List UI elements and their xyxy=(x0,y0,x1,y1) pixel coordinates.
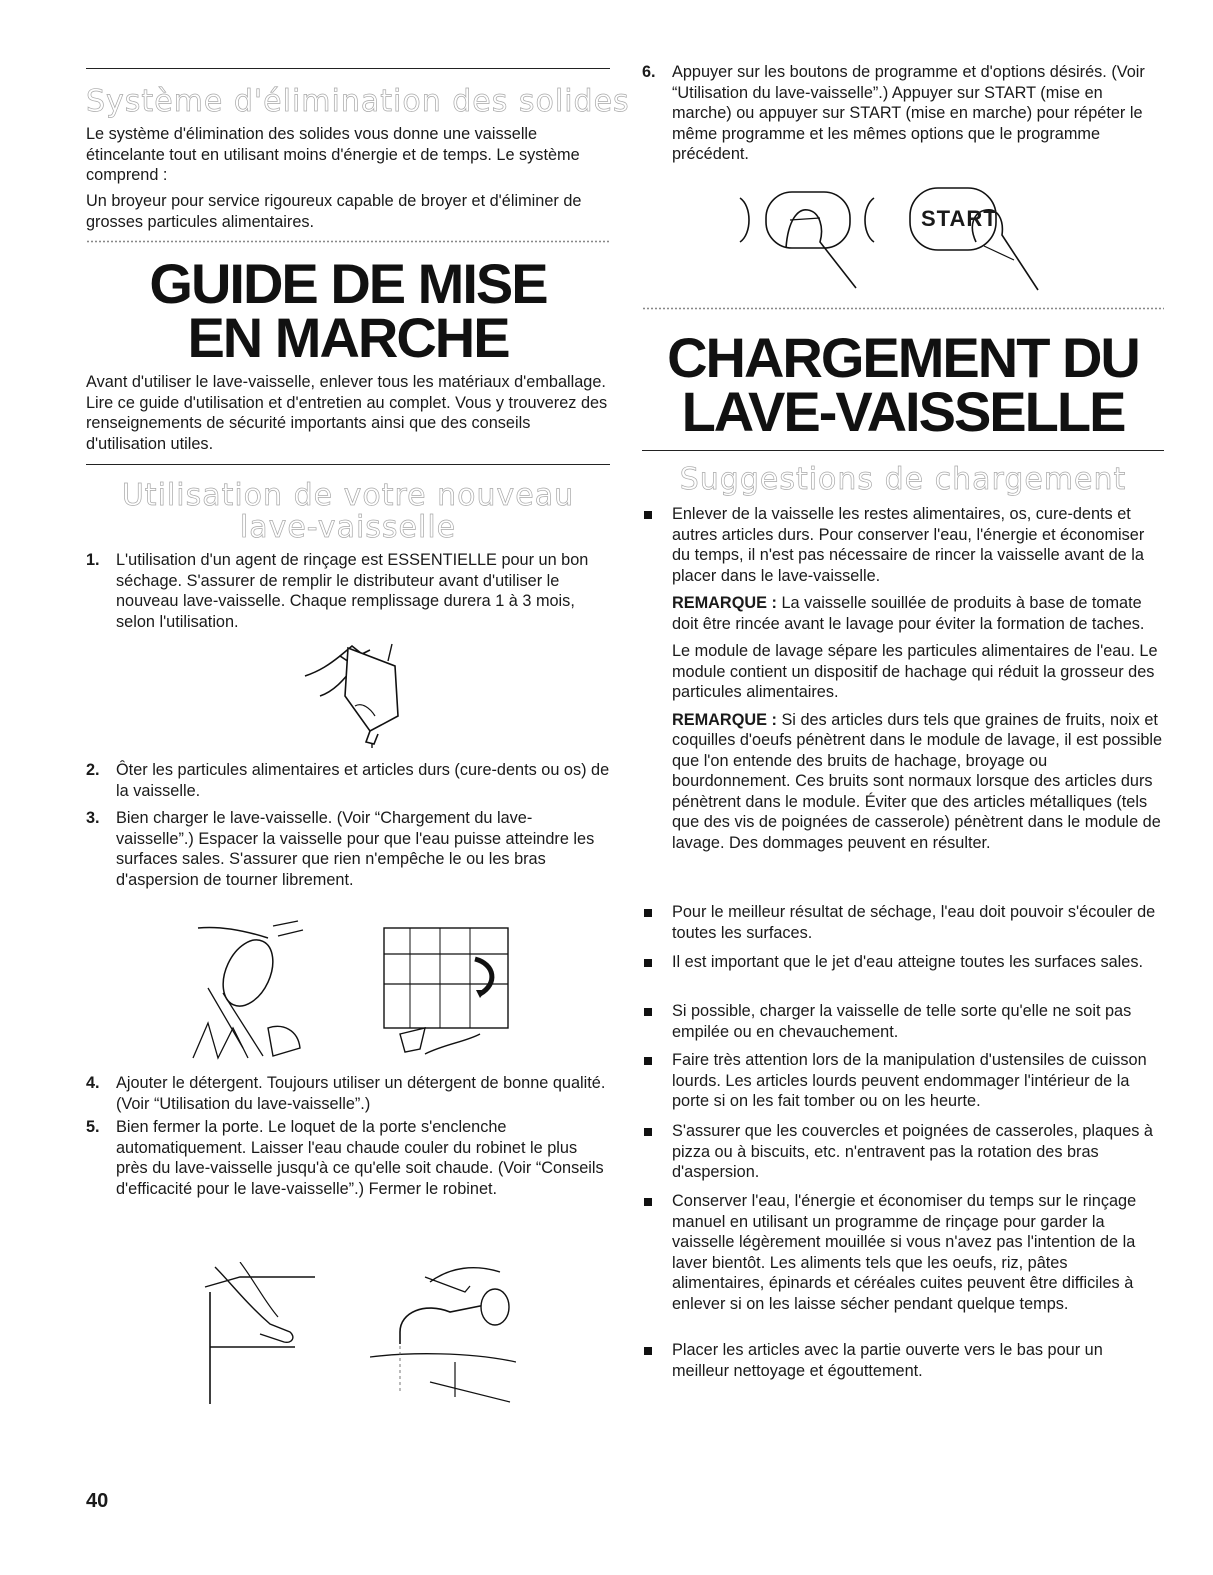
bullet-text: Il est important que le jet d'eau atteigne toutes les surfaces sales. xyxy=(672,953,1144,971)
bullet-marker xyxy=(642,1340,672,1381)
guide-intro: Avant d'utiliser le lave-vaisselle, enlever tous les matériaux d'emballage. Lire ce guide d'utilisation et d'entretien au complet. Vous y trouverez des renseignements de sécurité importants ainsi que des conseils d'utilisation utiles. xyxy=(86,373,608,453)
step-text: Appuyer sur les boutons de programme et d'options désirés. (Voir “Utilisation du lave-vaisselle”.) Appuyer sur START (mise en marche) ou appuyer sur START (mise en marche) pour répéter le même programme et les mêmes options que le programme précédent. xyxy=(672,63,1145,163)
rinse-aid-illustration xyxy=(300,636,420,748)
scrape-dishes-illustration xyxy=(188,918,306,1060)
loading-title-line-1: CHARGEMENT DU xyxy=(667,326,1139,389)
remark-label: REMARQUE : xyxy=(672,594,777,612)
section-heading-solids: Système d'élimination des solides xyxy=(86,84,630,119)
step-number: 5. xyxy=(86,1118,100,1136)
dotted-separator-right xyxy=(642,307,1164,310)
bullet-text: Si possible, charger la vaisselle de telle sorte qu'elle ne soit pas empilée ou en chevauchement. xyxy=(672,1002,1132,1041)
bullet-text: Le module de lavage sépare les particules alimentaires de l'eau. Le module contient un dispositif de hachage qui réduit la grosseur des particules alimentaires. xyxy=(672,642,1158,701)
step-2 xyxy=(86,760,610,801)
section-heading-loading-suggestions: Suggestions de chargement xyxy=(679,462,1127,497)
bullet-marker xyxy=(642,952,672,973)
bullet-marker xyxy=(642,504,672,853)
step-text: Ôter les particules alimentaires et articles durs (cure-dents ou os) de la vaisselle. xyxy=(116,761,610,800)
top-rule-left xyxy=(86,68,610,69)
step-number: 3. xyxy=(86,809,100,827)
bullet-item xyxy=(642,1121,1164,1183)
bullet-marker xyxy=(642,1191,672,1314)
bullet-marker xyxy=(642,902,672,943)
bullet-item xyxy=(642,504,1164,853)
step-number: 2. xyxy=(86,761,100,779)
guide-title-line-2: EN MARCHE xyxy=(187,306,509,369)
bullet-text: S'assurer que les couvercles et poignées de casseroles, plaques à pizza ou à biscuits, etc. n'entravent pas la rotation des bras d'aspersion. xyxy=(672,1122,1153,1181)
step-text: L'utilisation d'un agent de rinçage est ESSENTIELLE pour un bon séchage. S'assurer de remplir le distributeur avant d'utiliser le nouveau lave-vaisselle. Chaque remplissage durera 1 à 3 mois, selon l'utilisation. xyxy=(116,551,589,631)
step-number: 6. xyxy=(642,63,656,81)
bullet-marker xyxy=(642,1121,672,1183)
rack-loading-illustration xyxy=(380,924,512,1060)
solids-paragraph-2: Un broyeur pour service rigoureux capable de broyer et d'éliminer de grosses particules alimentaires. xyxy=(86,192,582,231)
close-door-illustration xyxy=(200,1262,320,1404)
bullet-text: Enlever de la vaisselle les restes alimentaires, os, cure-dents et autres articles durs. Pour conserver l'eau, l'énergie et économiser du temps, il n'est pas nécessaire de rincer la vaisselle avant de la placer dans le lave-vaisselle. xyxy=(672,505,1145,585)
bullet-marker xyxy=(642,1001,672,1042)
step-5 xyxy=(86,1117,610,1199)
remark-paragraph xyxy=(672,593,1164,634)
bullet-text: Faire très attention lors de la manipulation d'ustensiles de cuisson lourds. Les articles lourds peuvent endommager l'intérieur de la porte si on les fait tomber ou on les heurte. xyxy=(672,1051,1147,1110)
faucet-illustration xyxy=(370,1262,516,1404)
program-button-illustration xyxy=(728,180,888,292)
start-button-illustration xyxy=(906,180,1040,292)
bullet-text: Conserver l'eau, l'énergie et économiser du temps sur le rinçage manuel en utilisant un programme de rinçage pour garder la vaisselle légèrement mouillée si vous n'avez pas l'intention de la laver bientôt. Les aliments tels que les oeufs, riz, pâtes alimentaires, épinards et céréales cuites peuvent être difficiles à enlever si on les laisse sécher pendant quelque temps. xyxy=(672,1192,1137,1313)
step-1 xyxy=(86,550,610,632)
remark-text: Si des articles durs tels que graines de fruits, noix et coquilles d'oeufs pénètrent dans le module de lavage, il est possible que l'on entende des bruits de hachage, broyage ou bourdonnement. Ces bruits sont normaux lorsque des articles durs pénètrent dans le module. Éviter que des articles métalliques (tels que des vis de poignées de casserole) pénètrent dans le module de lavage. Des dommages peuvent en résulter. xyxy=(672,710,1163,852)
step-number: 1. xyxy=(86,551,100,569)
page-number: 40 xyxy=(86,1490,109,1512)
bullet-item xyxy=(642,1001,1164,1042)
step-number: 4. xyxy=(86,1074,100,1092)
remark-text: La vaisselle souillée de produits à base de tomate doit être rincée avant le lavage pour éviter la formation de taches. xyxy=(672,594,1145,633)
section-rule-left xyxy=(86,464,610,465)
step-text: Bien charger le lave-vaisselle. (Voir “Chargement du lave-vaisselle”.) Espacer la vaisselle pour que l'eau puisse atteindre les surfaces sales. S'assurer que rien n'empêche le ou les bras d'aspersion de tourner librement. xyxy=(116,809,595,889)
step-4 xyxy=(86,1073,610,1114)
section-rule-right xyxy=(642,450,1164,451)
bullet-item xyxy=(642,952,1164,973)
section-heading-usage-line-2: lave-vaisselle xyxy=(239,510,457,545)
step-text: Ajouter le détergent. Toujours utiliser un détergent de bonne qualité. (Voir “Utilisation du lave-vaisselle”.) xyxy=(116,1074,606,1113)
bullet-item xyxy=(642,902,1164,943)
step-3 xyxy=(86,808,610,890)
loading-title-line-2: LAVE-VAISSELLE xyxy=(681,380,1125,443)
remark-paragraph xyxy=(672,710,1164,854)
guide-title-line-1: GUIDE DE MISE xyxy=(149,252,547,315)
dotted-separator-left xyxy=(86,240,610,243)
step-6 xyxy=(642,62,1164,165)
step-text: Bien fermer la porte. Le loquet de la porte s'enclenche automatiquement. Laisser l'eau chaude couler du robinet le plus près du lave-vaisselle jusqu'à ce qu'elle soit chaude. (Voir “Conseils d'efficacité pour le lave-vaisselle”.) Fermer le robinet. xyxy=(116,1118,604,1198)
bullet-item xyxy=(642,1191,1164,1314)
section-heading-usage-line-1: Utilisation de votre nouveau xyxy=(121,478,575,513)
bullet-item xyxy=(642,1050,1164,1112)
solids-paragraph-1: Le système d'élimination des solides vous donne une vaisselle étincelante tout en utilisant moins d'énergie et de temps. Le système comprend : xyxy=(86,125,580,184)
start-button-label: START xyxy=(921,206,998,231)
bullet-marker xyxy=(642,1050,672,1112)
bullet-text: Pour le meilleur résultat de séchage, l'eau doit pouvoir s'écouler de toutes les surfaces. xyxy=(672,903,1156,942)
bullet-item xyxy=(642,1340,1164,1381)
remark-label: REMARQUE : xyxy=(672,710,777,729)
bullet-text: Placer les articles avec la partie ouverte vers le bas pour un meilleur nettoyage et égouttement. xyxy=(672,1341,1103,1380)
